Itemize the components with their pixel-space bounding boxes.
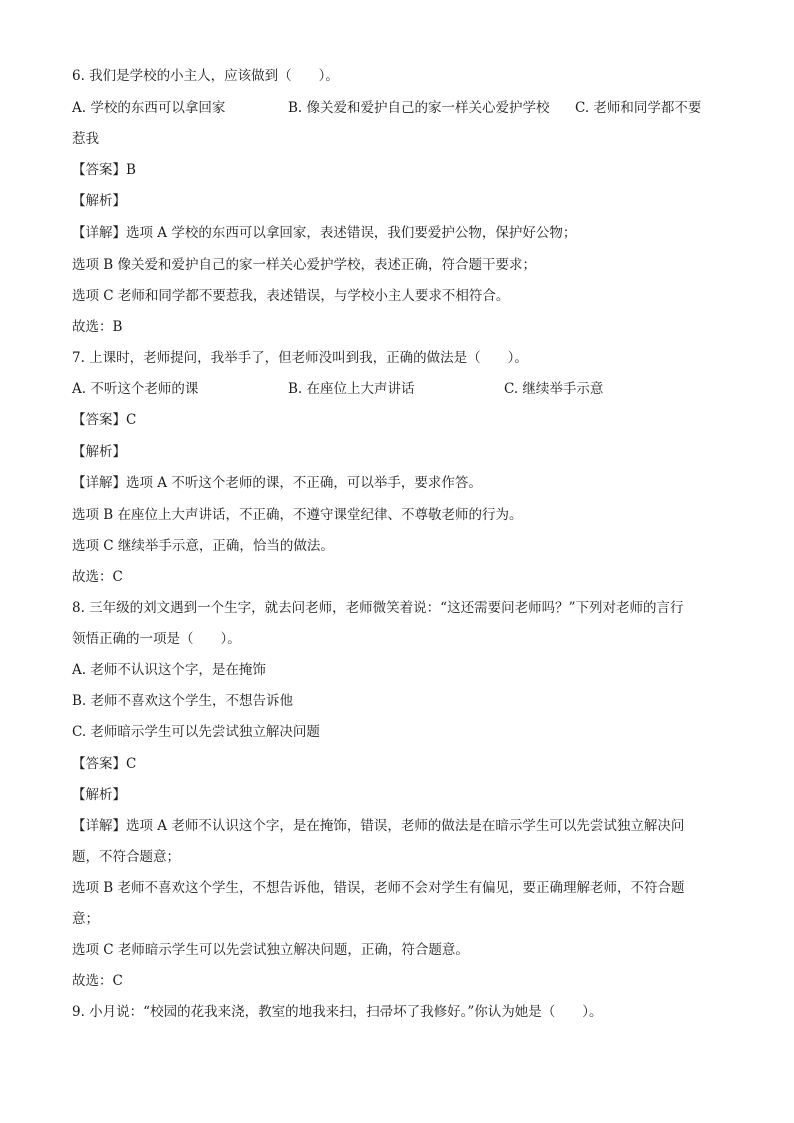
q9-stem: 9. 小月说：“校园的花我来浇，教室的地我来扫，扫帚坏了我修好。”你认为她是（ ）。 — [72, 1004, 603, 1020]
q6-option-b: B. 像关爱和爱护自己的家一样关心爱护学校 — [288, 100, 550, 116]
q6-conclusion: 故选：B — [72, 319, 123, 335]
q7-detail-1: 【详解】选项 A 不听这个老师的课，不正确，可以举手，要求作答。 — [72, 475, 482, 491]
q6-stem: 6. 我们是学校的小主人，应该做到（ ）。 — [72, 68, 339, 84]
q7-option-a: A. 不听这个老师的课 — [72, 381, 199, 397]
q7-option-c: C. 继续举手示意 — [504, 381, 604, 397]
q7-detail-3: 选项 C 继续举手示意，正确，恰当的做法。 — [72, 538, 334, 554]
q7-analysis-heading: 【解析】 — [72, 444, 126, 460]
q8-detail-3: 选项 C 老师暗示学生可以先尝试独立解决问题，正确，符合题意。 — [72, 942, 469, 958]
q8-option-a: A. 老师不认识这个字，是在掩饰 — [72, 662, 266, 678]
q6-option-c-continued: 惹我 — [72, 131, 99, 147]
q7-option-b: B. 在座位上大声讲话 — [288, 381, 415, 397]
q8-option-b: B. 老师不喜欢这个学生，不想告诉他 — [72, 693, 294, 709]
q6-detail-1: 【详解】选项 A 学校的东西可以拿回家，表述错误，我们要爱护公物，保护好公物； — [72, 225, 577, 241]
q8-conclusion: 故选：C — [72, 973, 123, 989]
q7-stem: 7. 上课时，老师提问，我举手了，但老师没叫到我，正确的做法是（ ）。 — [72, 350, 528, 366]
q8-analysis-heading: 【解析】 — [72, 787, 126, 803]
q6-detail-3: 选项 C 老师和同学都不要惹我，表述错误，与学校小主人要求不相符合。 — [72, 288, 510, 304]
q6-option-c: C. 老师和同学都不要 — [575, 100, 702, 116]
q8-detail-1-line-1: 【详解】选项 A 老师不认识这个字，是在掩饰，错误，老师的做法是在暗示学生可以先尝试独立解决问 — [72, 818, 685, 834]
q8-stem-line-2: 领悟正确的一项是（ ）。 — [72, 631, 241, 647]
q8-detail-2-line-1: 选项 B 老师不喜欢这个学生，不想告诉他，错误，老师不会对学生有偏见，要正确理解老师，不符合题 — [72, 880, 685, 896]
q8-answer: 【答案】C — [72, 756, 137, 772]
q8-detail-2-line-2: 意； — [72, 911, 99, 927]
q7-detail-2: 选项 B 在座位上大声讲话，不正确，不遵守课堂纪律、不尊敬老师的行为。 — [72, 507, 523, 523]
q6-option-a: A. 学校的东西可以拿回家 — [72, 100, 226, 116]
q8-stem-line-1: 8. 三年级的刘文遇到一个生字，就去问老师，老师微笑着说：“这还需要问老师吗？”下列对老师的言行 — [72, 600, 684, 616]
q8-detail-1-line-2: 题，不符合题意； — [72, 849, 180, 865]
q7-conclusion: 故选：C — [72, 569, 123, 585]
q8-option-c: C. 老师暗示学生可以先尝试独立解决问题 — [72, 724, 320, 740]
q6-answer: 【答案】B — [72, 162, 136, 178]
q6-analysis-heading: 【解析】 — [72, 193, 126, 209]
q7-answer: 【答案】C — [72, 412, 137, 428]
q6-detail-2: 选项 B 像关爱和爱护自己的家一样关心爱护学校，表述正确，符合题干要求； — [72, 257, 537, 273]
